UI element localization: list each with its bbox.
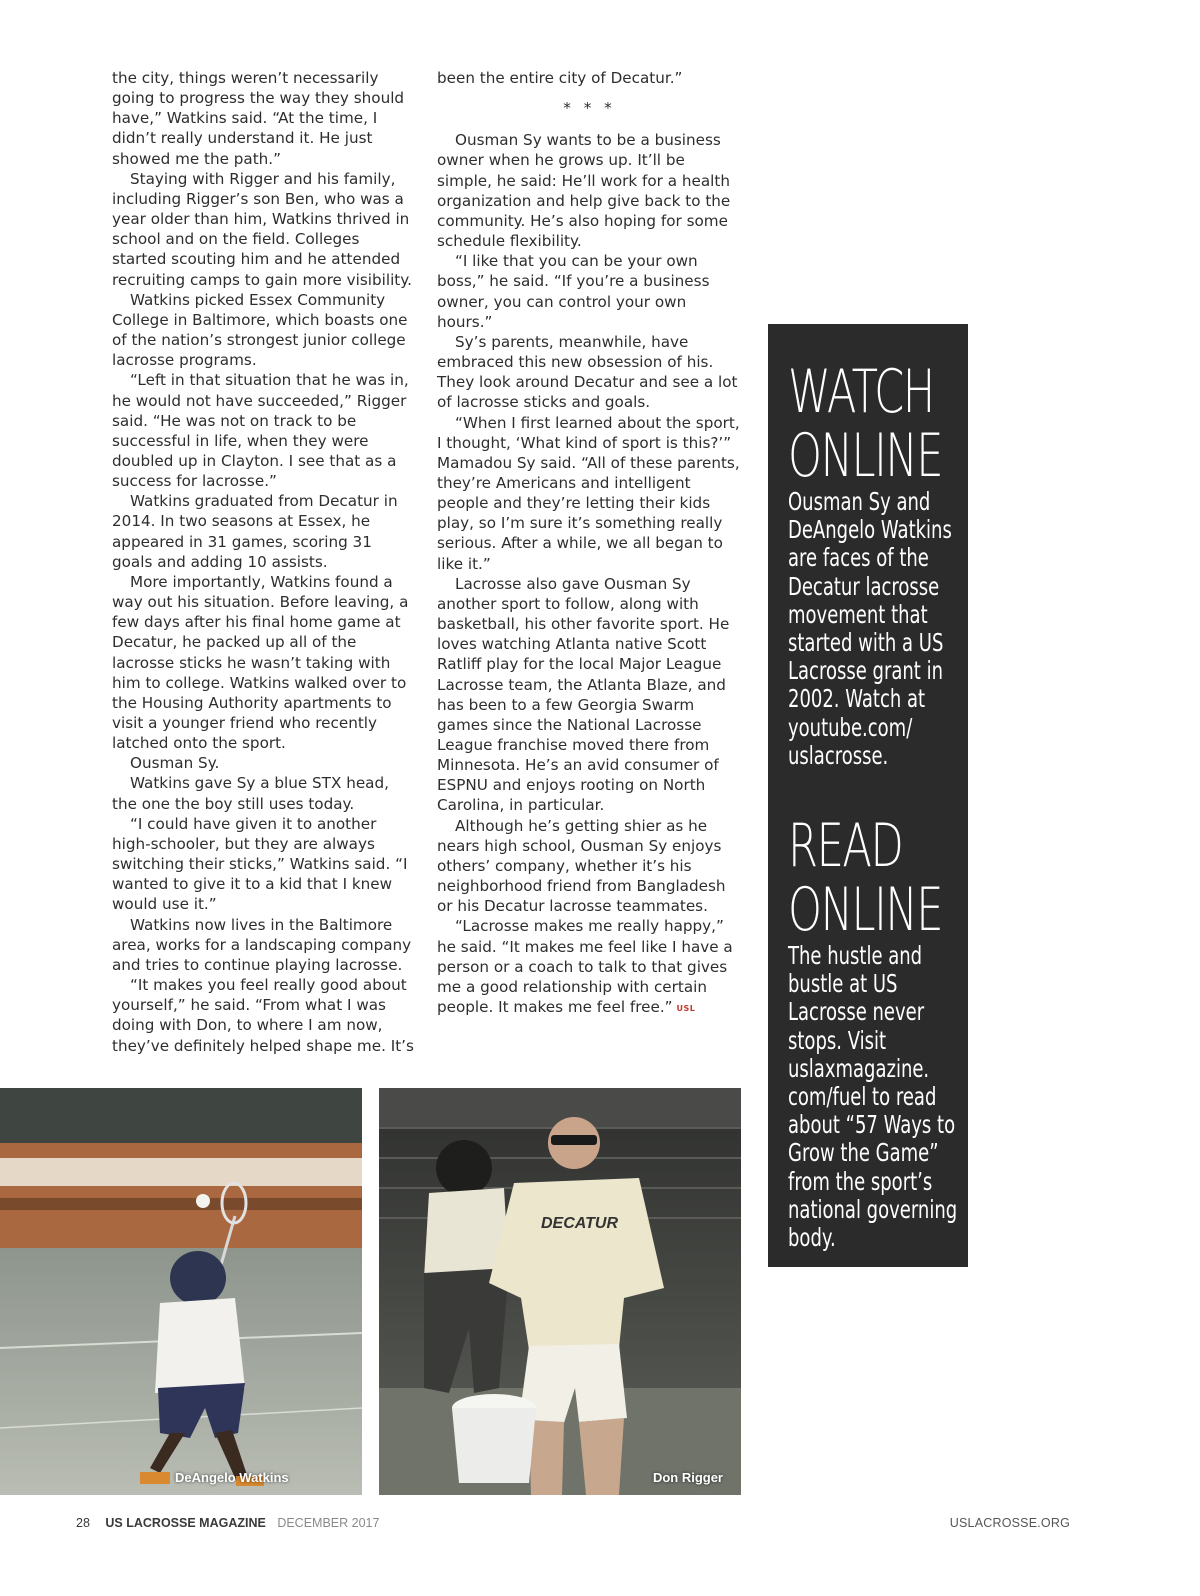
article-paragraph: Sy’s parents, meanwhile, have embraced this new obsession of his. They look around Decatur and see a lot of lacrosse sticks and goals. bbox=[437, 332, 738, 412]
article-paragraph: “I like that you can be your own boss,” he said. “If you’re a business owner, you can control your own hours.” bbox=[437, 252, 710, 331]
end-mark: USL bbox=[676, 1004, 696, 1014]
article-paragraph: “Left in that situation that he was in, he would not have succeeded,” Rigger said. “He was not on track to be successful in life, when they were doubled up in Clayton. I see that as a success for lacrosse.” bbox=[112, 371, 409, 491]
read-online-heading bbox=[788, 811, 975, 946]
article-paragraph: “It makes you feel really good about yourself,” he said. “From what I was doing with Don, to where I am now, they’ve definitely helped shape me. It’s bbox=[112, 976, 414, 1055]
article-paragraph bbox=[437, 916, 742, 1019]
article-paragraph: Staying with Rigger and his family, including Rigger’s son Ben, who was a year older than him, Watkins thrived in school and on the field. Colleges started scouting him and he attended recruiting camps to gain more visibility. bbox=[112, 169, 412, 289]
lacrosse-player-photo bbox=[0, 1088, 362, 1495]
article-paragraph: Watkins gave Sy a blue STX head, the one the boy still uses today. bbox=[112, 774, 389, 813]
article-paragraph: Although he’s getting shier as he nears high school, Ousman Sy enjoys others’ company, whether it’s his neighborhood friend from Bangladesh or his Decatur lacrosse teammates. bbox=[437, 816, 726, 916]
article-paragraph-text: “Lacrosse makes me really happy,” he said. “It makes me feel like I have a person or a coach to talk to that gives me a good relationship with certain people. It makes me feel free.” bbox=[437, 917, 733, 1017]
read-heading-line-1: READ bbox=[788, 811, 903, 882]
read-online-text: The hustle and bustle at US Lacrosse never stops. Visit uslaxmagazine. com/fuel to read about “57 Ways to Grow the Game” from the sport’s national governing body. bbox=[788, 941, 958, 1253]
watch-heading-line-2: ONLINE bbox=[788, 421, 943, 491]
sidebar-callout bbox=[768, 324, 968, 1267]
coach-photo bbox=[379, 1088, 741, 1495]
watch-heading-line-1: WATCH bbox=[788, 357, 934, 427]
article-column-right bbox=[437, 68, 742, 1019]
article-body bbox=[437, 130, 742, 1019]
article-paragraph: the city, things weren’t necessarily going to progress the way they should have,” Watkins said. “At the time, I didn’t really understand it. He just showed me the path.” bbox=[112, 69, 405, 168]
article-column-left bbox=[112, 68, 417, 1056]
watch-online-heading bbox=[788, 357, 975, 491]
article-paragraph: Ousman Sy. bbox=[130, 754, 220, 773]
page-footer bbox=[76, 1516, 379, 1530]
article-paragraph: Watkins now lives in the Baltimore area, works for a landscaping company and tries to continue playing lacrosse. bbox=[112, 915, 412, 974]
article-paragraph: Watkins picked Essex Community College in Baltimore, which boasts one of the nation’s strongest junior college lacrosse programs. bbox=[112, 290, 408, 370]
article-paragraph: been the entire city of Decatur.” bbox=[437, 69, 683, 87]
article-paragraph: “When I first learned about the sport, I thought, ‘What kind of sport is this?’” Mamadou Sy said. “All of these parents, they’re Americans and intelligent people and they’re letting their kids play, so I’m sure it’s something really serious. After a while, we all began to like it.” bbox=[437, 413, 740, 573]
article-paragraph: More importantly, Watkins found a way out his situation. Before leaving, a few days after his final home game at Decatur, he packed up all of the lacrosse sticks he wasn’t taking with him to college. Watkins walked over to the Housing Authority apartments to visit a younger friend who recently latched onto the sport. bbox=[112, 572, 409, 753]
article-paragraph: “I could have given it to another high-schooler, but they are always switching their sticks,” Watkins said. “I wanted to give it to a kid that I knew would use it.” bbox=[112, 814, 408, 914]
jersey-text: DECATUR bbox=[541, 1215, 619, 1232]
article-paragraph: Watkins graduated from Decatur in 2014. In two seasons at Essex, he appeared in 31 games, scoring 31 goals and adding 10 assists. bbox=[112, 492, 398, 571]
photo-caption: DeAngelo Watkins bbox=[175, 1470, 289, 1485]
photo-don-rigger bbox=[379, 1088, 741, 1495]
read-heading-line-2: ONLINE bbox=[788, 875, 943, 946]
watch-online-text: Ousman Sy and DeAngelo Watkins are faces of the Decatur lacrosse movement that started with a US Lacrosse grant in 2002. Watch at youtube.com/ uslacrosse. bbox=[788, 487, 952, 770]
issue-date: DECEMBER 2017 bbox=[277, 1516, 380, 1530]
article-paragraph: Lacrosse also gave Ousman Sy another sport to follow, along with basketball, his other favorite sport. He loves watching Atlanta native Scott Ratliff play for the local Major League Lacrosse team, the Atlanta Blaze, and has been to a few Georgia Swarm games since the National Lacrosse League franchise moved there from Minnesota. He’s an avid consumer of ESPNU and enjoys rooting on North Carolina, in particular. bbox=[437, 574, 730, 815]
magazine-name: US LACROSSE MAGAZINE bbox=[105, 1516, 266, 1530]
section-separator: * * * bbox=[563, 99, 616, 118]
article-paragraph: Ousman Sy wants to be a business owner when he grows up. It’ll be simple, he said: He’ll work for a health organization and help give back to the community. He’s also hoping for some schedule flexibility. bbox=[437, 131, 731, 251]
page-number: 28 bbox=[76, 1516, 90, 1530]
photo-caption: Don Rigger bbox=[652, 1470, 723, 1485]
footer-url: USLACROSSE.ORG bbox=[949, 1516, 1070, 1530]
photo-deangelo-watkins bbox=[0, 1088, 362, 1495]
